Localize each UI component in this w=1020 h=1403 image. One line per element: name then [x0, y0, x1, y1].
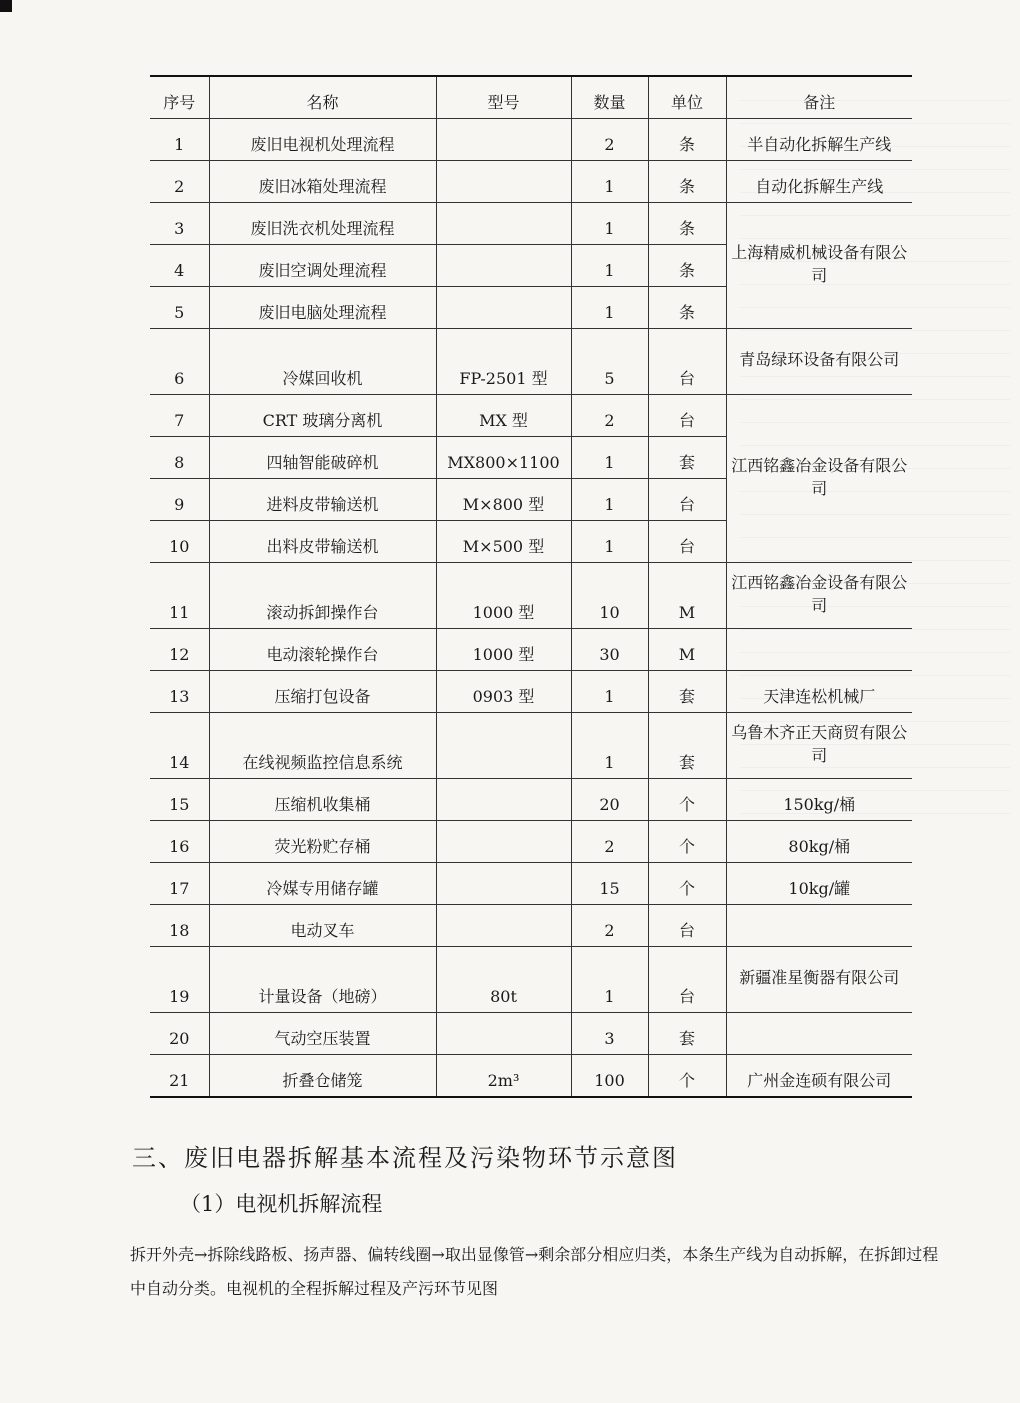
cell-unit: 台 — [648, 521, 726, 563]
cell-qty: 30 — [571, 629, 648, 671]
cell-no: 19 — [150, 947, 209, 1013]
cell-model — [436, 287, 571, 329]
cell-model — [436, 119, 571, 161]
cell-model: 0903 型 — [436, 671, 571, 713]
cell-unit: 台 — [648, 395, 726, 437]
cell-qty: 2 — [571, 395, 648, 437]
cell-unit: 套 — [648, 671, 726, 713]
table-row — [150, 779, 912, 821]
cell-model: MX 型 — [436, 395, 571, 437]
cell-remark: 80kg/桶 — [726, 821, 912, 863]
cell-model — [436, 713, 571, 779]
cell-remark: 广州金连硕有限公司 — [726, 1055, 912, 1098]
cell-remark: 10kg/罐 — [726, 863, 912, 905]
header-qty: 数量 — [571, 76, 648, 119]
cell-no: 2 — [150, 161, 209, 203]
cell-name: 四轴智能破碎机 — [209, 437, 436, 479]
cell-model — [436, 245, 571, 287]
cell-qty: 1 — [571, 245, 648, 287]
cell-qty: 2 — [571, 119, 648, 161]
cell-unit: 个 — [648, 779, 726, 821]
table-row — [150, 119, 912, 161]
cell-no: 8 — [150, 437, 209, 479]
cell-remark: 青岛绿环设备有限公司 — [726, 329, 912, 395]
cell-no: 3 — [150, 203, 209, 245]
cell-model — [436, 821, 571, 863]
cell-remark: 江西铭鑫冶金设备有限公司 — [726, 563, 912, 629]
cell-no: 13 — [150, 671, 209, 713]
cell-unit: M — [648, 629, 726, 671]
cell-model — [436, 779, 571, 821]
cell-model: M×800 型 — [436, 479, 571, 521]
cell-unit: 条 — [648, 203, 726, 245]
cell-name: 废旧电视机处理流程 — [209, 119, 436, 161]
table-row — [150, 947, 912, 1013]
cell-name: 废旧空调处理流程 — [209, 245, 436, 287]
cell-no: 12 — [150, 629, 209, 671]
table-row — [150, 329, 912, 395]
cell-no: 18 — [150, 905, 209, 947]
equipment-table — [150, 75, 912, 1098]
cell-qty: 1 — [571, 671, 648, 713]
cell-name: 电动滚轮操作台 — [209, 629, 436, 671]
cell-no: 6 — [150, 329, 209, 395]
section-title: 三、废旧电器拆解基本流程及污染物环节示意图 — [132, 1144, 678, 1172]
cell-unit: M — [648, 563, 726, 629]
table-row — [150, 629, 912, 671]
cell-unit: 台 — [648, 329, 726, 395]
cell-no: 10 — [150, 521, 209, 563]
table-row — [150, 863, 912, 905]
table-row — [150, 395, 912, 437]
header-no: 序号 — [150, 76, 209, 119]
cell-remark: 上海精威机械设备有限公司 — [726, 203, 912, 329]
cell-no: 20 — [150, 1013, 209, 1055]
cell-name: 滚动拆卸操作台 — [209, 563, 436, 629]
cell-name: 折叠仓储笼 — [209, 1055, 436, 1098]
cell-qty: 1 — [571, 521, 648, 563]
cell-name: 压缩机收集桶 — [209, 779, 436, 821]
cell-qty: 1 — [571, 947, 648, 1013]
cell-name: 冷媒专用储存罐 — [209, 863, 436, 905]
subsection-title: （1）电视机拆解流程 — [180, 1192, 383, 1216]
cell-remark: 江西铭鑫冶金设备有限公司 — [726, 395, 912, 563]
cell-no: 15 — [150, 779, 209, 821]
cell-name: 电动叉车 — [209, 905, 436, 947]
cell-qty: 2 — [571, 905, 648, 947]
cell-no: 9 — [150, 479, 209, 521]
cell-remark — [726, 1013, 912, 1055]
table-row — [150, 671, 912, 713]
cell-no: 21 — [150, 1055, 209, 1098]
cell-qty: 1 — [571, 203, 648, 245]
header-name: 名称 — [209, 76, 436, 119]
cell-remark: 新疆准星衡器有限公司 — [726, 947, 912, 1013]
cell-remark: 乌鲁木齐正天商贸有限公司 — [726, 713, 912, 779]
cell-qty: 1 — [571, 437, 648, 479]
cell-model — [436, 161, 571, 203]
cell-qty: 20 — [571, 779, 648, 821]
cell-remark: 150kg/桶 — [726, 779, 912, 821]
cell-no: 4 — [150, 245, 209, 287]
cell-qty: 100 — [571, 1055, 648, 1098]
table-row — [150, 713, 912, 779]
cell-unit: 条 — [648, 161, 726, 203]
cell-name: 废旧电脑处理流程 — [209, 287, 436, 329]
cell-unit: 个 — [648, 1055, 726, 1098]
cell-name: 压缩打包设备 — [209, 671, 436, 713]
cell-remark: 半自动化拆解生产线 — [726, 119, 912, 161]
cell-unit: 个 — [648, 863, 726, 905]
cell-model: FP-2501 型 — [436, 329, 571, 395]
cell-unit: 台 — [648, 905, 726, 947]
table-row — [150, 161, 912, 203]
cell-remark: 天津连松机械厂 — [726, 671, 912, 713]
cell-remark-empty — [726, 629, 912, 671]
header-model: 型号 — [436, 76, 571, 119]
cell-model — [436, 203, 571, 245]
cell-no: 1 — [150, 119, 209, 161]
cell-name: 气动空压装置 — [209, 1013, 436, 1055]
cell-unit: 套 — [648, 437, 726, 479]
cell-qty: 10 — [571, 563, 648, 629]
cell-model — [436, 863, 571, 905]
cell-model — [436, 905, 571, 947]
table-row — [150, 905, 912, 947]
cell-qty: 3 — [571, 1013, 648, 1055]
cell-name: 计量设备（地磅） — [209, 947, 436, 1013]
cell-qty: 1 — [571, 713, 648, 779]
cell-remark — [726, 905, 912, 947]
table-row — [150, 563, 912, 629]
cell-unit: 套 — [648, 713, 726, 779]
table-row — [150, 821, 912, 863]
cell-qty: 1 — [571, 287, 648, 329]
cell-qty: 2 — [571, 821, 648, 863]
cell-qty: 1 — [571, 161, 648, 203]
cell-no: 14 — [150, 713, 209, 779]
cell-name: 冷媒回收机 — [209, 329, 436, 395]
cell-no: 16 — [150, 821, 209, 863]
cell-qty: 1 — [571, 479, 648, 521]
cell-no: 17 — [150, 863, 209, 905]
body-paragraph: 拆开外壳→拆除线路板、扬声器、偏转线圈→取出显像管→剩余部分相应归类，本条生产线为自动拆解，在拆卸过程中自动分类。电视机的全程拆解过程及产污环节见图 — [130, 1245, 939, 1298]
cell-qty: 15 — [571, 863, 648, 905]
table-header-row — [150, 76, 912, 119]
cell-qty: 5 — [571, 329, 648, 395]
cell-model: 1000 型 — [436, 629, 571, 671]
cell-model: 80t — [436, 947, 571, 1013]
cell-name: 废旧冰箱处理流程 — [209, 161, 436, 203]
cell-unit: 台 — [648, 947, 726, 1013]
header-unit: 单位 — [648, 76, 726, 119]
cell-unit: 条 — [648, 245, 726, 287]
table-row — [150, 1055, 912, 1098]
cell-model: M×500 型 — [436, 521, 571, 563]
cell-model: 1000 型 — [436, 563, 571, 629]
cell-no: 11 — [150, 563, 209, 629]
cell-name: CRT 玻璃分离机 — [209, 395, 436, 437]
cell-no: 7 — [150, 395, 209, 437]
cell-name: 荧光粉贮存桶 — [209, 821, 436, 863]
cell-unit: 条 — [648, 119, 726, 161]
cell-model: 2m³ — [436, 1055, 571, 1098]
cell-unit: 台 — [648, 479, 726, 521]
table-row — [150, 1013, 912, 1055]
scan-corner-mark — [0, 0, 12, 12]
cell-name: 在线视频监控信息系统 — [209, 713, 436, 779]
cell-unit: 个 — [648, 821, 726, 863]
cell-remark: 自动化拆解生产线 — [726, 161, 912, 203]
cell-name: 出料皮带输送机 — [209, 521, 436, 563]
cell-name: 进料皮带输送机 — [209, 479, 436, 521]
table-row — [150, 203, 912, 245]
header-remark: 备注 — [726, 76, 912, 119]
cell-model: MX800×1100 — [436, 437, 571, 479]
cell-unit: 套 — [648, 1013, 726, 1055]
cell-name: 废旧洗衣机处理流程 — [209, 203, 436, 245]
cell-no: 5 — [150, 287, 209, 329]
cell-unit: 条 — [648, 287, 726, 329]
cell-model — [436, 1013, 571, 1055]
